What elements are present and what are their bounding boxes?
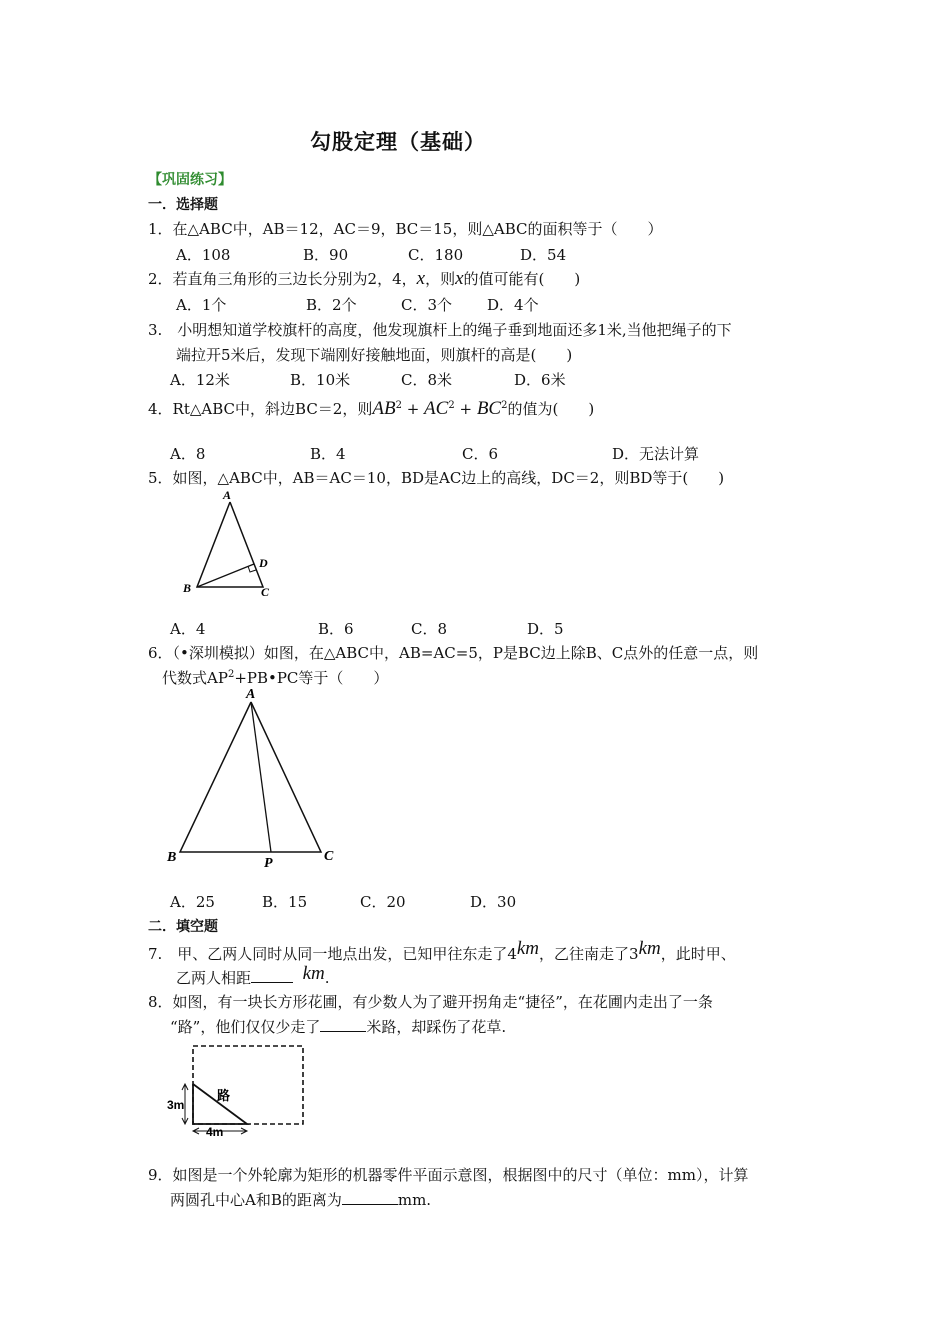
- q6-figure: [160, 685, 350, 875]
- q5-option-b: B．6: [318, 620, 354, 638]
- part1-heading: 一．选择题: [148, 197, 218, 213]
- q4-option-c: C．6: [462, 445, 499, 463]
- q6-label-p: P: [264, 856, 273, 871]
- q2-option-c: C．3个: [401, 296, 453, 314]
- q8-line2: [170, 1017, 506, 1037]
- q4-stem-b: 的值为( ): [507, 400, 595, 418]
- q7-b: ，乙往南走了3: [539, 945, 639, 963]
- q3-option-c: C．8米: [401, 371, 453, 389]
- q6-label-c: C: [324, 849, 334, 864]
- q7-unit-3: km: [302, 963, 325, 984]
- q5-label-a: A: [223, 488, 232, 502]
- q8-answer-blank[interactable]: [320, 1017, 366, 1032]
- q7-line1: [148, 938, 736, 964]
- q8-label-width: 4m: [206, 1125, 224, 1139]
- q8-line1: 8．如图，有一块长方形花圃，有少数人为了避开拐角走“捷径”，在花圃内走出了一条: [148, 993, 713, 1011]
- q6-label-b: B: [167, 850, 177, 865]
- q4-expr-bc: BC: [476, 398, 502, 419]
- q6-line1: 6．（•深圳模拟）如图，在△ABC中，AB=AC=5，P是BC边上除B、C点外的任意一点，则: [148, 644, 759, 662]
- q1-option-c: C．180: [408, 246, 464, 264]
- q6-option-b: B．15: [262, 893, 308, 911]
- q9-answer-blank[interactable]: [342, 1190, 398, 1205]
- q9-line2: [170, 1190, 431, 1210]
- q3-option-a: A．12米: [170, 371, 230, 389]
- q2-stem: [148, 269, 580, 289]
- page-title: 勾股定理（基础）: [310, 129, 486, 154]
- q7-line2-a: 乙两人相距: [176, 969, 252, 987]
- q7-line2-b: .: [324, 969, 330, 987]
- q5-label-c: C: [261, 585, 270, 599]
- q1-stem: 1．在△ABC中，AB＝12，AC＝9，BC＝15，则△ABC的面积等于（ ）: [148, 220, 663, 238]
- section-label: 【巩固练习】: [148, 172, 232, 188]
- q8-figure: [165, 1040, 315, 1140]
- q5-figure: [175, 488, 285, 603]
- q4-sup-1: 2: [395, 400, 402, 411]
- q1-option-a: A．108: [176, 246, 231, 264]
- q6-line2-a: 代数式AP: [162, 669, 228, 687]
- q2-stem-a: 2．若直角三角形的三边长分别为2，4，: [148, 270, 417, 288]
- q7-a: 7. 甲、乙两人同时从同一地点出发，已知甲往东走了4: [148, 945, 517, 963]
- q5-label-b: B: [183, 581, 192, 595]
- q7-unit-2: km: [638, 938, 661, 959]
- q6-option-c: C．20: [360, 893, 406, 911]
- q7-unit-1: km: [516, 938, 540, 959]
- q2-stem-c: 的值可能有( ): [463, 270, 581, 288]
- q8-flowerbed-rect: [193, 1046, 303, 1124]
- q9-line1: 9．如图是一个外轮廓为矩形的机器零件平面示意图，根据图中的尺寸（单位：mm），计算: [148, 1166, 749, 1184]
- q5-stem: 5．如图，△ABC中，AB＝AC＝10，BD是AC边上的高线，DC＝2，则BD等于( ): [148, 469, 725, 487]
- part2-heading: 二．填空题: [148, 919, 218, 935]
- q4-stem-a: 4．Rt△ABC中，斜边BC＝2，则: [148, 400, 373, 418]
- q6-triangle: [180, 702, 321, 852]
- q6-line2-b: +PB•PC等于（ ）: [234, 669, 389, 687]
- q5-option-d: D．5: [527, 620, 564, 638]
- q2-var-x-2: x: [455, 268, 464, 289]
- q4-option-d: D．无法计算: [612, 445, 700, 463]
- q4-sup-2: 2: [448, 400, 455, 411]
- q1-option-d: D．54: [520, 246, 567, 264]
- q5-altitude-bd: [197, 564, 254, 587]
- q4-sup-3: 2: [501, 400, 508, 411]
- q4-expr-ac: AC: [424, 398, 449, 419]
- q8-label-height: 3m: [167, 1098, 185, 1112]
- q6-line2-sup: 2: [227, 669, 235, 680]
- q7-c: ，此时甲、: [660, 945, 736, 963]
- q2-option-a: A．1个: [176, 296, 227, 314]
- q6-option-d: D．30: [470, 893, 517, 911]
- q3-option-d: D．6米: [514, 371, 566, 389]
- q4-plus-1: +: [401, 400, 425, 418]
- q3-line1: 3. 小明想知道学校旗杆的高度，他发现旗杆上的绳子垂到地面还多1米,当他把绳子的下: [148, 321, 732, 339]
- q4-option-b: B．4: [310, 445, 346, 463]
- q7-answer-blank[interactable]: [251, 968, 293, 983]
- q4-option-a: A．8: [170, 445, 206, 463]
- q2-var-x: x: [416, 268, 426, 289]
- q9-line2-b: mm.: [397, 1191, 432, 1209]
- q3-option-b: B．10米: [290, 371, 351, 389]
- q5-option-a: A．4: [170, 620, 206, 638]
- q2-option-b: B．2个: [306, 296, 357, 314]
- q8-label-road: 路: [217, 1089, 231, 1104]
- q1-option-b: B．90: [303, 246, 349, 264]
- q5-option-c: C．8: [411, 620, 448, 638]
- q2-stem-b: ，则: [425, 270, 456, 288]
- q9-line2-a: 两圆孔中心A和B的距离为: [170, 1191, 342, 1209]
- q7-line2: [176, 963, 330, 988]
- q4-stem: [148, 399, 594, 419]
- q6-option-a: A．25: [170, 893, 215, 911]
- q8-line2-b: 米路，却踩伤了花草.: [366, 1018, 507, 1036]
- q8-line2-a: “路”，他们仅仅少走了: [170, 1018, 321, 1036]
- q4-expr-ab: AB: [372, 398, 396, 419]
- q5-label-d: D: [259, 556, 268, 570]
- q3-line2: 端拉开5米后，发现下端刚好接触地面，则旗杆的高是( ): [176, 346, 573, 364]
- q4-plus-2: +: [454, 400, 477, 418]
- q2-option-d: D．4个: [487, 296, 539, 314]
- q6-label-a: A: [246, 687, 256, 702]
